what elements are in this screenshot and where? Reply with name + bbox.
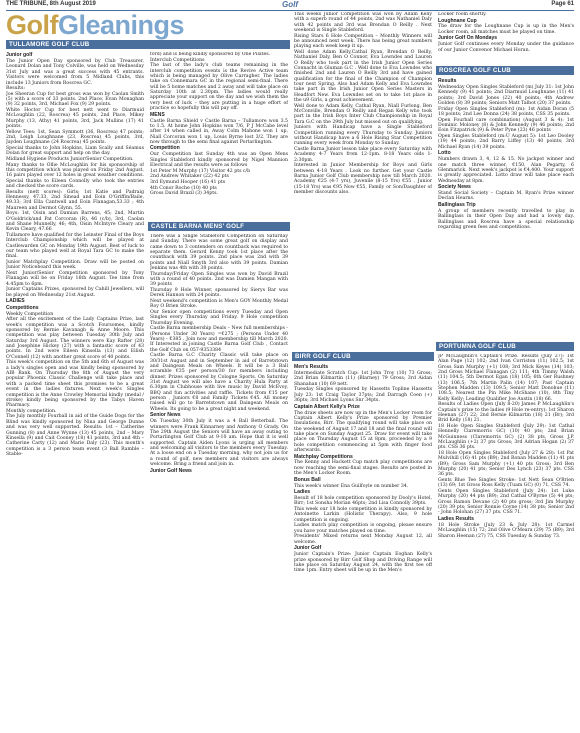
article-paragraph: Numbers drawn 3, 4, 12 & 15. No jackpot winner and one match three winner, €150, Alan Pegarty, 6 Glenmarick. Next week's jackpot is €4,400. Your support is greatly appreciated. Lotto draw will take place each Wednesday at 8pm. — [438, 157, 574, 184]
column-4-top — [438, 12, 574, 64]
masthead — [6, 12, 184, 38]
column-2-top — [150, 52, 288, 220]
article-paragraph: This week's winner Ena Guilfoyle on number 34. — [294, 483, 409, 489]
article-paragraph: Well done to Adam Kelly, Cathal Ryan, Niall Furlong, Ben McConville, Brendan O Reilly and Regan Kelly who took part in the Irish Boys Inter Club Championship in Royal Tara G.C on the 29th July but missed out on qualifying. — [294, 103, 432, 125]
article-paragraph: Stand Social Society – Captain M. Ryan's Prize winner Declan Hearns. — [438, 191, 574, 202]
article-paragraph: After all the excitement of the Lady Captains Prize, last week's competition was a Scotch Foursomes, kindly sponsored by Bernie Kavanagh & Anne Moore. This competition was play between Tuesday 30th July and Saturday 3rd August. The winners were Kay Rafter (28) and Josephine Hickey (27) with a fantastic score of 43 points. In 2nd were Eileen Kinsella (13) and Eilish O'Connell (12) with another great score of 40 points. — [6, 317, 144, 360]
article-paragraph: Castle Barna G.C Charity Classic will take place on 30/31st August and in September in aid of Barretstown and Daingean Meals on Wheels. It will be a 3 Ball scramble €35 per person/30 for members including dinner. Prizes sponsored by Cologne Sports. On Saturday 31st August we will also have a Charity Hula Party at 6.30pm in Clubhouse with live music by David McEvoy, BBQ and fun activities and raffle. Tickets from €15 per person , Juniors €8 and Family Tickets €45. All money raised will go to Barretstown and Daingean Meals on Wheels. Its going to be a great night and weekend. — [150, 353, 288, 412]
article-paragraph: White Hoctor Cup for best nett went to Diarmuid McLoughlin (22, Roscrea) 45 points, 2nd Place, Mikey Murphy (13, Athy) 41 points, 3rd, Jack Mullins (17) 41 points. — [6, 108, 144, 130]
column-2-bottom — [150, 234, 288, 730]
article-paragraph: Result of 18 hole competition sponsored by Dooly's Hotel, Birr; 1st Sonsha Morian 46pts; 2nd Lisa Connolly 39pts. — [294, 496, 432, 507]
article-paragraph: Open Singles Stableford (m:U August 5): 1st Leo Dooley (19) 44 points; 2nd Barry Liffey (13) 40 points; 3rd Michael Ryan (14) 39 points. — [438, 134, 574, 150]
column-4-middle — [438, 78, 574, 340]
banner-birr: BIRR GOLF CLUB — [292, 352, 434, 361]
article-paragraph: Interclub Competitions — [150, 57, 205, 63]
article-paragraph: Results of Ladies Open (July 8-20) James P McLaughlin's Captain's prize to the ladies (9 Hole re-entry): 1st Sharon Heenan (27) 22; 2nd Bernie Kilmartin (18) 21 (Br); 3rd Brid Kelly (18) 21. — [438, 402, 574, 424]
article-paragraph: ford) and is being kindly sponsored by One Pilates. — [150, 52, 271, 57]
masthead-part-1: Golf — [6, 10, 58, 40]
article-paragraph: Special thanks to John Hopkins, Liam Scally and Séamus Dolan for great support and help on the day. — [6, 146, 144, 157]
article-paragraph: JP McLaughlin's Captain's Prize. Results (July 27): 1st Alan Page (12) 102; 2nd Ivan Corriston (11) 102.5; 1st Gross Sam Murphy (+1) 108; 3rd Mick Keyes (14) 103; 2nd Gross Michael Flanagan (2) 111; 4th Timmy Walsh (11) 104.5; 5th Dermot Egan (18) 105; 6th Ger Rushney (13) 106.5; 7th Martin Palin (14) 107; Past Captain Stephen Madden (13) 109.5; Senior Matt Donohue (11) 108.5; Nearest the Pin Mike McShane (10), 8th Tiny Kelly Kelly; Leading Qualifier Joe Austin (18) 66. — [438, 354, 574, 402]
article-paragraph: Thursday 9 Hole Winner, sponsored by Sierys Bar was Derek Hannon with 24 points. — [150, 288, 288, 299]
article-paragraph: The Junior Open Day sponsored by Club Treasurer, Leonard Dolan and Tony Colville, was held on Wednesday 31st July and was a great success with 45 entrants. Visitors were welcomed from 5 Midland Clubs, this include 13 Juniors from Roscrea GC. — [6, 59, 144, 86]
article-paragraph: The Kenny and Hackett Cup match play competitions are now reaching the semi-final stages. Results are posted in the Men's Locker Room. — [294, 460, 432, 477]
article-heading: Men's Results — [294, 364, 329, 371]
article-heading: LADIES — [6, 298, 25, 305]
article-paragraph: 18 Hole Stroke (July 23 & July 28): 1st Carmel McLaughlin (15) 72; 2nd Olive O'Meara (29) 75 (B9); 3rd Sharon Heenan (27) 75, CSS Tuesday & Sunday 73. — [438, 522, 574, 539]
article-paragraph: Locker room shortly. — [438, 12, 487, 17]
column-3-bottom — [294, 364, 432, 730]
article-paragraph: Midland Hygiene Products Junior/Senior Competition. — [6, 157, 134, 163]
article-heading: Ballinglass Trip — [438, 201, 476, 208]
article-paragraph: Our Senior open competitions every Tuesday and Open Singles every Thursday and Friday. 9 Hole competition Thursday Evening. — [150, 310, 288, 326]
article-paragraph: Joe Sheeran Cup for best gross was won by Caolan Smith (5) with a score of 33 points. 2nd Place, Evan Monaghan (9) 32 points, 3rd, Michael Fox (9) 29 points. — [6, 91, 144, 108]
article-paragraph: Results: — [6, 86, 25, 92]
article-paragraph: 18 Hole Open Singles Stableford (July 29): 1st Cathal Hennelly Claremorris GC) (10) 40 pts; 2nd Brian McGuinness (Claremorris GC) (2) 38 pts, Gross J.P. McLaughlin (+2) 37 pts Gross; 3rd Adrian Hogan (2) 37 pts. CSS 36 pts. — [438, 424, 574, 451]
column-1 — [6, 52, 144, 730]
article-paragraph: Ladies match play competition is ongoing, please ensure you have your matches played on time. — [294, 523, 432, 534]
article-heading: Junior golf — [6, 52, 33, 59]
article-paragraph: Friday Open Singles Stableford (m): 1st Aidan Doran (5 18 points; 2nd Lee Donna (24) 38 points, CSS 35 points. — [438, 106, 574, 118]
article-paragraph: Thursday/Friday Open Singles was won by David Brazil with a round of 40 points. 2nd was Damien Mangan with 39 points — [150, 271, 288, 288]
article-paragraph: Gents Blue Tee Singles Stroke: 1st Nett Sean O'Brien (13) 69; 1st Gross Ross Kelly (Tuam GC) (0) 71, CSS 74. — [438, 478, 574, 489]
article-paragraph: 3rd Eymund Hooper (16) 41 pts — [150, 179, 226, 185]
article-heading: MENS — [150, 111, 165, 118]
article-paragraph: Wednesday Open Singles Stableford (m) July 31: 1st John Kennedy (9) 41 points; 2nd Diarmuid Loughnane (11) 41 points; 3rd David Jones (22) 40 points; 4th Andrew Golden (8) 39 points; Seniors Matt Talbot (20) 37 points. — [438, 85, 574, 107]
article-paragraph: Castle Barna Junior lesson take place every Saturday with Academy 4-7 Years from 12-1pm. 8-18 Years olds 1-2:30pm. — [294, 147, 432, 163]
article-paragraph: Gents Open Singles Stableford (July 24): 1st Luke Murphy (20) 44 pts (B9); 2nd Cathal O'Byrne (5) 44 pts; Gross Ramon Devane (2) 40 pts gross; 3rd Jim Murphy (20) 39 pts; Senior Ronnie Coyne (14) 38 pts; Senior 2nd - John Holohan (27) 37 pts. CSS 71. — [438, 489, 574, 516]
banner-roscrea: ROSCREA GOLF CLUB — [436, 66, 574, 75]
article-paragraph: 18 Hole Open Singles Stableford (July 27 & 28): 1st Pat Mulvihill (16) 41 pts (B9); 2nd Ronan Madden (11) 41 pts (B9); Gross Sam Murphy (+1) 40 pts Gross; 3rd Ben Murphy (20) 41 pts; Senior Des Lynch (23) 37 pts. CSS 36 pts. — [438, 451, 574, 478]
article-heading: Ladies — [294, 489, 311, 496]
article-paragraph: The draw sheets are now up in the Men's Locker room for Captain Albert Kelly's Prize sponsored by Premier Insulations, Birr. The qualifying round will take place on the weekend of August 17 and 18 and the final round will take place on Sunday August 25. Draw for event will take place on Thursday August 15 at 8pm, proceeded by a 9 hole competition commencing at 5pm with finger food afterwards. — [294, 410, 432, 454]
column-3-top — [294, 12, 432, 350]
article-paragraph: Juniors with Handicap have a Single Stableford Competition running every Thursday to Sunday. Juniors without Handicap have a 6 Hole Rising Star Competition running every week from Monday to Sunday. — [294, 125, 432, 147]
banner-castle-barna: CASTLE BARNA MENS' GOLF — [148, 222, 290, 231]
article-heading: Captain Albert Kelly's Prize — [294, 403, 360, 410]
article-paragraph: Rising Stars 6 Hole Competition – Monthly Winners will be announced next week. There has being great numbers playing each week keep it up. — [294, 33, 432, 50]
article-paragraph: Boys: 1st, Oisin and Damian Barrens, 45; 2nd, Martin O'Goldrick/and Pat Corcoran (R), 46 (c/b), 3rd, Caolan and Shane Munnelly, 46; 4th, Oisin McIntyre Cleary and Kevin Cleary, 47.66 — [6, 211, 144, 233]
article-paragraph: Tuesday Singles sponsored by Hassetts Topline Hassetts July 23: 1st Craig Taylor 37pts; 2nd Darragh Coen (+) 36pts; 3rd Michael Lyons Snr 34pts. — [294, 387, 432, 404]
article-paragraph: Weekly Competition — [6, 311, 54, 317]
article-paragraph: Junior Golf continues every Monday under the guidance of our Junior Convenor Michael Horan. — [438, 42, 574, 53]
column-4-bottom — [438, 354, 574, 730]
article-paragraph: This weeks Junior Competition was won by Adam Kelly with a superb round of 44 points, 2nd was Nathaniel Daly with 42 points and 3rd was Brendan O Reilly . Next weekend is Single Stableford. — [294, 12, 432, 34]
article-heading: Senior News — [150, 412, 181, 419]
page-header — [0, 0, 580, 10]
article-paragraph: 1st Peter M Murphy (17) Visitor 42 pts c/b — [150, 168, 251, 174]
page-number: Page 61 — [551, 1, 574, 7]
article-paragraph: Many thanks to Ollie McLoughlin for his sponsorship of this competition which was played on Friday 2nd August. 16 pairs played over 12 holes in great weather conditions. Special thanks to Eileen Connolly who took the entries and checked the score cards. — [6, 162, 144, 190]
article-paragraph: Intermediate Scratch Cup: 1st John Troy (10) 73 Gross; 2nd Brian Kilmartin (11) (Blarney) 79 Gross; 3rd Aidan Shanahan (10) 69 nett. — [294, 371, 432, 387]
article-heading: Junior Golf On Mondays — [438, 35, 498, 42]
article-heading: Lotto — [438, 150, 451, 157]
section-tag: Golf — [282, 0, 298, 9]
article-paragraph: Open Fourball care combination) (August 3 & 4): 1st Dominic Moloney (8) & John Kennedy (9) 46 points; 2nd Eoin Fitzpatrick (9) & Peter Pyne (23) 46 points — [438, 117, 574, 134]
article-paragraph: Next Junior/Senior Competition sponsored by Tony Flanagan will be on Friday 16th August. Tee time from 4.45pm to 6pm. — [6, 271, 144, 287]
article-heading: Society News — [438, 184, 471, 191]
article-paragraph: Gross David Brazil (3) 34pts. — [150, 191, 218, 197]
article-paragraph: Castle Barna Shield v Castle Barna – Tullamore won 3.5 to 1.5. At home John Hopkins won 7/6, P J McCabe level after 14 when called in, Away Colm Mahone won 1 up, Niall Corcoran won 1 up, Louis Byrne lost 3/2. They are now through to the semi final against Portarlington. — [150, 118, 288, 145]
article-paragraph: Yellow Tees: 1st, Sean Symmott (36, Roscrea) 47 points; 2nd, Leigh Loughnane (23, Roscrea) 45 points, 3rd, Jayden Loughnane (24 Roscrea) 45 points. — [6, 129, 144, 146]
article-paragraph: Results (nett scores): Girls; 1st Katie and Padraig Hennessy, 47.33, 2nd Sinead and Eoin O'Griffin/Baile, 49.33; 3rd Ella Cantwell and Eoin Flanagan,53.33 ; 4th Maureen and Dermot Glynn, 55. — [6, 189, 144, 211]
article-paragraph: The July monthly Fourball in aid of the Guide Dogs for the Blind was kindly sponsored by Nina and George Dunne and was very well supported. Results: 1st – Catherine Gunning (8) and Anne Wynne (13) 45 points, 2nd – Mary Kinsella (9) and Cait Cooney (18) 41 points, 3rd and 4th – Catherine Carty (12) and Marie Daly (23). This month's competition is a 3 person team event (3 Ball Ramble –Stable- — [6, 414, 144, 457]
article-paragraph: 4th Conor Roche (10) 40 pts — [150, 185, 217, 191]
article-paragraph: The last of the lady's club teams remaining in the interclub competition events is the Revive Active team which is being managed by Olive Carragher. The ladies take on Connemara GC in the regional semi-final. There will be 5 home matches and 2 away and will take place on Saturday 10th at 2.30pm. The ladies would really appreciate your support on the day and we wish them the very best of luck – they are putting in a huge effort of practice so hopefully this will pay off. — [150, 63, 288, 112]
article-paragraph: Junior Captains Prizes, sponsored by Cahill Jewellers, will be played on Wednesday 21st August. — [6, 287, 144, 298]
article-heading: Competition — [150, 145, 180, 152]
article-paragraph: Tullamore have qualified for the Leinster Final of the Boys Interclub Championship which will be played at Castlewarden GC on Monday 19th August. Best of luck to our team who played well at Royal Tara GC to make the final. — [6, 233, 144, 260]
article-paragraph: Junior Matchplay Competition. Draw will be posted on Junior Noticeboard this week. — [6, 260, 144, 271]
article-heading: Matchplay Competitions — [294, 453, 353, 460]
article-paragraph: Our Competition last Sunday 4th was an Open Mens Singles Stableford kindly sponsored by Nigel Mannion Electrical and the results were as follows — [150, 152, 288, 169]
banner-portumna: PORTUMNA GOLF CLUB — [436, 342, 574, 351]
article-heading: Loughnane Cup — [438, 17, 477, 24]
banner-tullamore: TULLAMORE GOLF CLUB — [6, 40, 290, 49]
article-heading: Bonus Ball — [294, 476, 321, 483]
publication-date: THE TRIBUNE, 8th August 2019 — [6, 1, 96, 7]
article-heading: Junior Golf News — [150, 467, 192, 474]
article-paragraph: On Tuesday 30th July it was a 4 Ball Betterball. The winners were Frank Kinnarney and Anthony O Grady. On The 29th August the Seniors will have an away outing to Portarlington Golf Club at 9-10 am. Hope that it is well supported. Captain Aiden Lyons is urging all members and welcoming all visitors to the members every Tuesday. At a loose end on a Tuesday morning, why not join us for a round of golf, new members and visitors are always welcome. Bring a friend and join in. — [150, 419, 288, 467]
article-paragraph: Presidents' Mixed returns next Monday August 12, all welcome. — [294, 534, 432, 545]
article-paragraph: A group of members recently travelled to play in Ballinglass in their Open Day and had a lovely day. Ballinglass and Roscrea have a special relationship regarding green fees and competitions. — [438, 208, 574, 230]
article-paragraph: 2nd Andrew Whitaker (22) 42 pts — [150, 174, 229, 180]
article-heading: Ladies Results — [438, 515, 474, 522]
article-paragraph: Interested in Junior Membership for Boys and Girls between 4-18 Years . Look no further. Get your Castle Barna Junior Golf Club membership now till March 2020. Academy €25 (4-7 yrs), Juvenile (8-15 Yrs) €55 , Junior (15-18 Yrs) was €95 Now €55, Family or Son/Daughter of member discounts also. — [294, 163, 432, 196]
article-paragraph: The draw for the Loughnane Cup is up in the Men's Locker room, all matches must be played on time. — [438, 24, 574, 35]
article-paragraph: Junior Captain's Prize: Junior Captain Eoghan Kelly's prize sponsored by Birr Golf Shop and Driving Range will take place on Saturday August 24, with the first tee off time 1pm. Entry sheet will be up in the Men's — [294, 552, 432, 574]
article-paragraph: Monthly competition. — [6, 408, 57, 414]
article-paragraph: There was a Single Stableford Competition on Saturday and Sunday. There was some great golf on display and came down to 3 contenders on countback was required to separate them. Gerard Kenny took 1st place after the countback with 39 points. 2nd place was 2nd with 39 points and Niall Smyth 3rd also with 39 points. Damian Jenkins was 4th with 38 points. — [150, 234, 288, 272]
article-paragraph: This week our 18 hole competition is kindly sponsored by Antoinette Larkin (Holistic Therapy). Also, 9 hole competition is ongoing. — [294, 507, 432, 523]
article-heading: Junior Golf — [294, 545, 322, 552]
masthead-part-2: Gleanings — [58, 10, 185, 40]
article-paragraph: Next weekend's competition is Men's GOY Monthly Medal Roy O Brien Stroke. — [150, 299, 288, 310]
article-paragraph: This week's competition on the 5th and 6th of August was a lady's singles open and was kindly being sponsored by AIB Bank. On Thursday the 8th of August the very popular Phoenix Classic Challenge will take place and with a packed time sheet this promises to be a great event in the ladies fixtures. Next week's Singles competition is the Anne Crowley Memorial kindly (medal / stroke) kindly being sponsored by the Tabys Haven Pharmacy. — [6, 360, 144, 409]
article-paragraph: Well done Adam Kelly,Cathal Ryan, Brendan O Reilly, Nathaniel Daly, Ben O Connor, Eva Lowndes and Lauren O Reilly who took part in the Irish Junior Open Series Connacht in Gluman G.C . Well done to Eva Lowndes who finished 2nd and Lauren O Reilly 3rd and have gained qualification for the final of the Champion of Champion tour next Spring. Also had Adam Kelly and Eva Lowndes take part in the Irish Junior Open Series Masters in Headfort New. Eva Lowndes set on to take 1st place in the u9 Girls, a great achievement. — [294, 50, 432, 104]
article-paragraph: Castle Barna membership Deals – New full memberships - (Persons Under 30 Years) =€275 ; (Persons Under 40 Years) - €385 . Join now and membership till March 2020. If Interested in joining Castle Barna Golf Club , Contact the Golf Club on 057-9353384 — [150, 326, 288, 353]
article-heading: Competitions — [6, 304, 39, 311]
article-heading: Results — [438, 78, 457, 85]
